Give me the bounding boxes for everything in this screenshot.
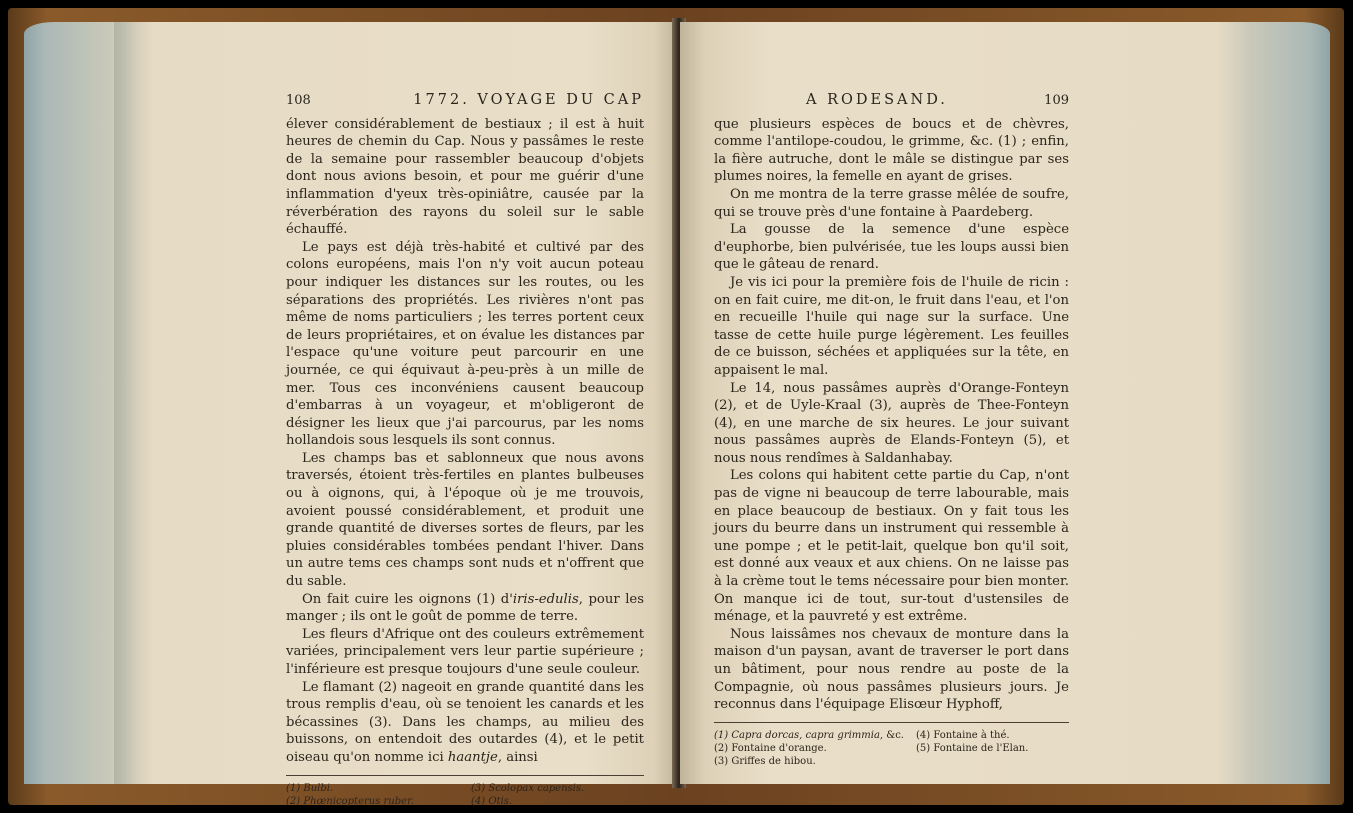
right-footnote-rule xyxy=(714,722,1069,723)
right-footnotes xyxy=(714,729,1069,768)
left-footnotes xyxy=(286,782,644,808)
footnote-italic: (1) Capra dorcas, capra grimmia, xyxy=(714,729,884,741)
left-paragraph-6 xyxy=(286,679,644,767)
left-paragraph-3: Les champs bas et sablonneux que nous avons traversés, étoient très-fertiles en plantes bulbeuses ou à oignons, qui, à l'époque où je me trouvois, avoient poussé considérablement, et produit une grande quantité de diverses sortes de fleurs, par les pluies considérables tombées pendant l'hiver. Dans un autre tems ces champs sont nuds et n'offrent que du sable. xyxy=(286,450,644,590)
footnote: (3) Griffes de hibou. xyxy=(714,755,816,767)
left-paragraph-6-prefix: Le flamant (2) nageoit en grande quantité dans les trous remplis d'eau, où se tenoient les canards et les bécassines (3). Dans les champs, au milieu des buissons, on entendoit des outardes (4), et le petit oiseau qu'on nomme ici xyxy=(286,679,644,765)
page-edge-shade xyxy=(114,22,154,784)
footnote: (3) Scolopax capensis. xyxy=(471,782,585,794)
left-paragraph-4 xyxy=(286,591,644,626)
right-paragraph-6: Les colons qui habitent cette partie du Cap, n'ont pas de vigne ni beaucoup de terre labourable, mais en place beaucoup de bestiaux. On y fait tous les jours du beurre dans un instrument qui ressemble à une pompe ; et le petit-lait, quelque bon qu'il soit, est donné aux veaux et aux chiens. On ne laisse pas à la crème tout le tems nécessaire pour bien monter. On manque ici de tout, sur-tout d'ustensiles de ménage, et la pauvreté y est extrême. xyxy=(714,468,1069,625)
right-footnotes-col-2 xyxy=(916,729,1069,768)
right-paragraph-2: On me montra de la terre grasse mêlée de soufre, qui se trouve près d'une fontaine à Paardeberg. xyxy=(714,186,1069,220)
left-paragraph-4-italic: iris-edulis xyxy=(512,591,579,607)
left-footnote-rule xyxy=(286,775,644,776)
right-text-block xyxy=(714,92,1069,768)
left-paragraph-5: Les fleurs d'Afrique ont des couleurs extrêmement variées, principalement vers leur partie supérieure ; l'inférieure est presque toujours d'une seule couleur. xyxy=(286,626,644,677)
right-footnotes-col-1 xyxy=(714,729,904,768)
footnote: (4) Otis. xyxy=(471,795,513,807)
right-page-number: 109 xyxy=(1044,93,1069,108)
footnote: (4) Fontaine à thé. xyxy=(915,729,1010,741)
left-footnotes-col-2 xyxy=(471,782,644,808)
left-paragraph-4-prefix: On fait cuire les oignons (1) d' xyxy=(302,591,513,607)
right-page xyxy=(680,22,1330,784)
left-text-block xyxy=(286,92,644,808)
left-paragraph-2: Le pays est déjà très-habité et cultivé par des colons européens, mais l'on n'y voit aucun poteau pour indiquer les distances sur les routes, ou les séparations des propriétés. Les rivières n'ont pas même de noms particuliers ; les terres portent ceux de leurs propriétaires, et on évalue les distances par l'espace qu'une voiture peut parcourir en une journée, ce qui équivaut à-peu-près à un mille de mer. Tous ces inconvéniens causent beaucoup d'embarras à un voyageur, et m'obligeront de désigner les lieux que j'ai parcourus, par les noms hollandois sous lesquels ils sont connus. xyxy=(286,239,644,449)
left-header xyxy=(286,92,644,110)
left-paragraph-1: élever considérablement de bestiaux ; il est à huit heures de chemin du Cap. Nous y passâmes le reste de la semaine pour rassembler beaucoup d'objets dont nous avions besoin, et pour me guérir d'une inflammation d'yeux très-opiniâtre, causée par la réverbération des rayons du soleil sur le sable échauffé. xyxy=(286,116,644,238)
left-paragraph-6-italic: haantje xyxy=(447,749,498,765)
right-header xyxy=(714,92,1069,110)
footnote: (1) Bulbi. xyxy=(286,782,334,794)
right-running-head: A RODESAND. xyxy=(806,92,948,108)
right-paragraph-4: Je vis ici pour la première fois de l'huile de ricin : on en fait cuire, me dit-on, le fruit dans l'eau, et l'on en recueille l'huile qui nage sur la surface. Une tasse de cette huile purge légèrement. Les feuilles de ce buisson, séchées et appliquées sur la tête, en appaisent le mal. xyxy=(714,274,1069,378)
right-paragraph-1: que plusieurs espèces de boucs et de chèvres, comme l'antilope-coudou, le grimme, &c. (1) ; enfin, la fière autruche, dont le mâle se distingue par ses plumes noires, la femelle en ayant de grises. xyxy=(714,116,1069,185)
left-footnotes-col-1 xyxy=(286,782,459,808)
left-paragraph-4-suffix: , pour les manger ; ils ont le goût de pomme de terre. xyxy=(286,591,644,625)
left-paragraph-6-suffix: , ainsi xyxy=(497,749,538,765)
footnote: (5) Fontaine de l'Elan. xyxy=(915,742,1029,754)
footnote xyxy=(714,729,904,742)
footnote: (2) Fontaine d'orange. xyxy=(714,742,827,754)
footnote: (2) Phœnicopterus ruber. xyxy=(286,795,414,807)
right-paragraph-7: Nous laissâmes nos chevaux de monture dans la maison d'un paysan, avant de traverser le port dans un bâtiment, pour nous rendre au poste de la Compagnie, où nous passâmes plusieurs jours. Je reconnus dans l'équipage Elisœur Hyphoff, xyxy=(714,626,1069,713)
left-running-head: 1772. VOYAGE DU CAP xyxy=(413,92,644,108)
right-paragraph-3: La gousse de la semence d'une espèce d'euphorbe, bien pulvérisée, tue les loups aussi bien que le gâteau de renard. xyxy=(714,222,1069,273)
footnote-suffix: &c. xyxy=(883,729,904,741)
left-page xyxy=(24,22,678,807)
right-paragraph-5: Le 14, nous passâmes auprès d'Orange-Fonteyn (2), et de Uyle-Kraal (3), auprès de Thee-Fonteyn (4), en une marche de six heures. Le jour suivant nous passâmes auprès de Elands-Fonteyn (5), et nous nous rendîmes à Saldanhabay. xyxy=(714,380,1069,466)
left-page-number: 108 xyxy=(286,93,311,108)
